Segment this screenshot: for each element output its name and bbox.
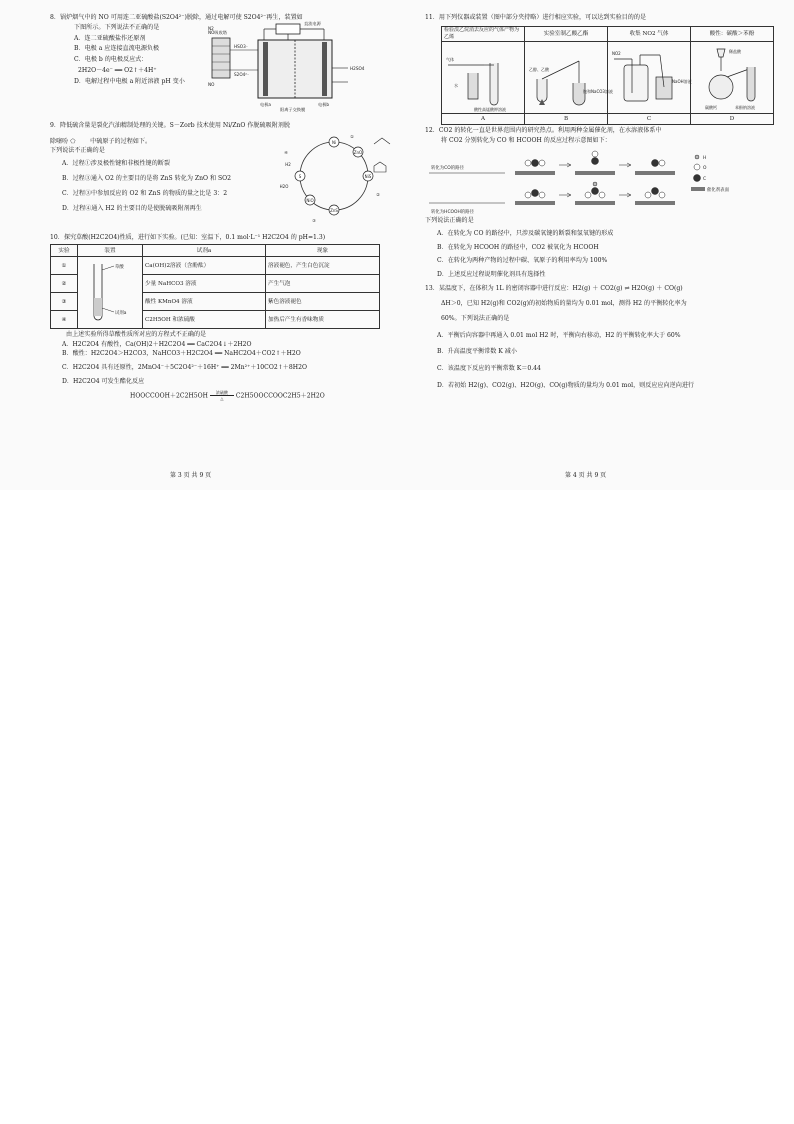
q11-col-a-title: 检验溴乙烷消去反应的气体产物为乙烯	[442, 26, 525, 42]
q10-option-b: B．酸性：H2C2O4＞H2CO3，NaHCO3＋H2C2O4 ══ NaHC2O4＋CO2↑＋H2O	[62, 350, 301, 358]
page-3-footer: 第 3 页 共 9 页	[170, 472, 212, 479]
q11-col-d-title: 酸性：碳酸＞苯酚	[691, 26, 774, 42]
question-10	[50, 234, 406, 401]
q11-a-label-water: 水	[454, 82, 458, 88]
q10-header-phenomenon: 现象	[266, 245, 380, 257]
question-8	[50, 14, 406, 120]
q12-legend-c: C	[703, 176, 707, 182]
q11-apparatus-c	[608, 42, 691, 114]
q8-label-no: NO	[208, 81, 215, 87]
q9-step-2: ②	[376, 191, 380, 197]
q8-stem: 8．锅炉烟气中的 NO 可用连二亚硫酸盐(S2O4²⁻)脱除，通过电解可使 S2O4²⁻再生，装置如	[50, 14, 303, 21]
q8-option-c: C．电极 b 的电极反应式：	[74, 56, 148, 64]
q9-option-c: C．过程③中参加反应的 O2 和 ZnS 的物质的量之比是 3：2	[62, 189, 228, 197]
q12-path-co: 转化为CO的路径	[431, 165, 464, 171]
q10-row-4-num: ④	[51, 311, 78, 329]
q10-row-4-phenomenon: 加热后产生有香味物质	[266, 311, 380, 329]
q10-header-exp: 实验	[51, 245, 78, 257]
q11-col-c-title: 收集 NO2 气体	[608, 26, 691, 42]
q12-stem-2: 将 CO2 分别转化为 CO 和 HCOOH 的反应过程示意图如下：	[441, 137, 611, 145]
q11-a-label-gas: 气体	[446, 56, 454, 62]
q9-label-nio: NiO	[306, 197, 314, 203]
q12-legend-h: H	[703, 155, 707, 161]
table-row	[51, 257, 380, 275]
question-11	[425, 14, 781, 125]
q10-arrow-catalyst: 浓硫酸	[215, 389, 228, 395]
q9-label-zns: ZnS	[330, 207, 338, 213]
q8-label-n2: N2	[208, 25, 214, 31]
q8-label-membrane: 阳离子交换膜	[280, 106, 306, 112]
q8-option-d: D．电解过程中电极 a 附近溶液 pH 变小	[74, 77, 185, 85]
q10-row-1-reagent: Ca(OH)2溶液（含酚酞）	[143, 257, 266, 275]
q10-test-tube-diagram	[80, 258, 136, 328]
q9-stem-2b: 中硫原子的过程如下。	[90, 137, 152, 145]
q9-step-3: ③	[312, 217, 316, 223]
q10-row-2-reagent: 少量 NaHCO3 溶液	[143, 275, 266, 293]
q8-stem-2: 下图所示。下列说法不正确的是	[74, 23, 160, 31]
question-9	[50, 122, 406, 232]
q8-option-b: B．电极 a 应连接直流电源负极	[74, 45, 160, 53]
q9-label-zno: ZnO	[353, 149, 363, 155]
q13-option-d: D．若初始 H2(g)、CO2(g)、H2O(g)、CO(g)物质的量均为 0.01 mol，则反应应向逆向进行	[437, 382, 695, 390]
q8-label-hso3: HSO3⁻	[234, 43, 248, 49]
q10-row-3-num: ③	[51, 293, 78, 311]
page-4-column	[425, 14, 781, 391]
q10-apparatus-cell	[78, 257, 143, 329]
q10-row-1-phenomenon: 溶液褪色，产生白色沉淀	[266, 257, 380, 275]
q11-letter-b: B	[525, 114, 608, 125]
page-4-footer: 第 4 页 共 9 页	[565, 472, 607, 479]
q12-option-c: C．在转化为两种产物的过程中碳、氧原子的利用率均为 100%	[437, 257, 608, 265]
q11-letter-a: A	[442, 114, 525, 125]
q9-label-h2: H2	[285, 161, 291, 167]
q13-line-1: 13．某温度下，在体积为 1L 的密闭容器中进行反应：H2(g) ＋ CO2(g) ⇌ H2O(g) ＋ CO(g)	[425, 285, 683, 293]
q9-label-ni: Ni	[331, 139, 337, 145]
q10-row-3-reagent: 酸性 KMnO4 溶液	[143, 293, 266, 311]
q10-row-2-phenomenon: 产生气泡	[266, 275, 380, 293]
q11-letter-c: C	[608, 114, 691, 125]
q11-c-label-naoh: NaOH溶液	[672, 78, 692, 84]
q11-d-label-hcl: 稀盐酸	[729, 48, 741, 54]
q12-option-b: B．在转化为 HCOOH 的路径中，CO2 被氧化为 HCOOH	[437, 243, 599, 251]
q10-header-reagent: 试剂a	[143, 245, 266, 257]
q9-option-a: A．过程①涉及极性键和非极性键的断裂	[62, 160, 170, 168]
q9-cycle-diagram	[270, 126, 400, 226]
q10-option-c: C．H2C2O4 具有还原性，2MnO4⁻＋5C2O4²⁻＋16H⁺ ══ 2Mn²⁺＋10CO2↑＋8H2O	[62, 363, 307, 371]
q8-electrolysis-diagram	[208, 20, 388, 112]
q12-path-hcooh: 转化为HCOOH的路径	[431, 209, 474, 215]
q10-ester-right: C2H5OOCCOOC2H5＋2H2O	[235, 392, 325, 400]
q12-legend-o: O	[703, 165, 707, 171]
q8-label-electrode-a: 电极a	[260, 101, 271, 107]
thiophene-structure-icon: ⬠	[70, 137, 76, 145]
exam-sheet	[0, 0, 794, 490]
q11-c-label-no2: NO2	[612, 50, 621, 56]
q10-label-reagent-a: 试剂a	[115, 310, 127, 316]
q12-stem-3: 下列说法正确的是	[425, 216, 474, 224]
q13-line-2: ΔH＞0，已知 H2(g)和 CO2(g)的初始物质的量均为 0.01 mol，测得 H2 的平衡转化率为	[441, 299, 687, 307]
q13-option-c: C．该温度下反应的平衡常数 K＝0.44	[437, 365, 541, 373]
q11-b-label-reactants: 乙醇、乙酸	[529, 66, 549, 72]
q11-letter-d: D	[691, 114, 774, 125]
q8-option-c-equation: 2H2O－4e⁻ ══ O2↑＋4H⁺	[78, 67, 157, 75]
question-13	[425, 285, 781, 391]
q11-stem: 11．用下列仪器或装置（图中部分夹持略）进行相应实验，可以达到实验目的的是	[425, 14, 647, 21]
q10-header-apparatus: 装置	[78, 245, 143, 257]
q10-conclusion: 由上述实验所得草酸性质所对应的方程式不正确的是	[66, 331, 207, 339]
q9-step-4: ④	[284, 149, 288, 155]
q10-row-1-num: ①	[51, 257, 78, 275]
q9-label-nis: NiS	[364, 173, 372, 179]
q9-label-h2o: H2O	[279, 183, 289, 189]
q9-stem-2a: 除噻吩	[50, 137, 69, 145]
q10-row-2-num: ②	[51, 275, 78, 293]
question-12	[425, 127, 781, 280]
q12-legend-catalyst: 催化剂表面	[707, 187, 729, 193]
q10-row-4-reagent: C2H5OH 和浓硫酸	[143, 311, 266, 329]
q11-apparatus-a	[442, 42, 525, 114]
page-3-column	[50, 14, 406, 401]
q10-table	[50, 244, 380, 329]
q8-label-absorber: NO吸收塔	[208, 29, 227, 35]
q10-stem: 10．探究草酸(H2C2O4)性质，进行如下实验。(已知：室温下，0.1 mol·L⁻¹ H2C2O4 的 pH=1.3)	[50, 233, 326, 241]
q9-stem: 9．降低硫含量是裂化汽油精制处理的关键。S－Zorb 技术使用 Ni/ZnO 作脱硫吸附剂脱	[50, 121, 290, 129]
q8-label-electrode-b: 电极b	[318, 101, 330, 107]
q10-esterification-equation	[50, 391, 406, 401]
q10-option-d: D．H2C2O4 可发生酯化反应	[62, 377, 145, 385]
q11-apparatus-d	[691, 42, 774, 114]
q11-d-label-caco3: 碳酸钙	[705, 104, 717, 110]
q9-label-s: S	[298, 173, 302, 179]
q8-label-s2o4: S2O4²⁻	[234, 71, 250, 77]
q11-table	[441, 26, 774, 126]
q10-arrow-heat: △	[220, 395, 224, 401]
q10-option-a: A．H2C2O4 有酸性，Ca(OH)2＋H2C2O4 ══ CaC2O4↓＋2H2O	[62, 341, 252, 349]
q9-step-1: ①	[350, 133, 354, 139]
q11-apparatus-b	[525, 42, 613, 114]
q12-option-a: A．在转化为 CO 的路径中，只涉及碳氧键的断裂和氢氧键的形成	[437, 229, 614, 237]
q8-option-a: A．连二亚硫酸盐作还原剂	[74, 34, 146, 42]
q13-option-b: B．升高温度平衡常数 K 减小	[437, 348, 517, 356]
q13-line-3: 60%。下列说法正确的是	[441, 314, 510, 322]
q10-label-oxalic: 草酸	[115, 264, 124, 270]
q9-option-b: B．过程③通入 O2 的主要目的是将 ZnS 转化为 ZnO 和 SO2	[62, 175, 232, 183]
q13-option-a: A．平衡后向容器中再通入 0.01 mol H2 时，平衡向右移动，H2 的平衡转化率大于 60%	[437, 331, 681, 339]
q12-reaction-pathway-diagram	[425, 147, 765, 217]
q12-stem: 12．CO2 的转化一直是世界范围内的研究热点。利用两种金属催化剂，在水溶液体系中	[425, 127, 662, 135]
q9-option-d: D．过程④通入 H2 的主要目的是使脱硫吸附剂再生	[62, 204, 202, 212]
q8-label-h2so4: H2SO4	[350, 65, 365, 71]
q8-label-power: 直流电源	[304, 20, 321, 26]
q11-col-b-title: 实验室制乙酸乙酯	[525, 26, 608, 42]
q9-stem-3: 下列说法不正确的是	[50, 147, 105, 155]
q10-row-3-phenomenon: 紫色溶液褪色	[266, 293, 380, 311]
q11-a-label-kmno4: 酸性高锰酸钾溶液	[474, 106, 506, 112]
q11-d-label-phenoxide: 苯酚钠溶液	[735, 104, 755, 110]
q10-ester-left: HOOCCOOH＋2C2H5OH	[130, 392, 208, 400]
q11-b-label-solution: 饱和NaCO3溶液	[583, 88, 613, 94]
q12-option-d: D．上述反应过程说明催化剂具有选择性	[437, 271, 546, 279]
